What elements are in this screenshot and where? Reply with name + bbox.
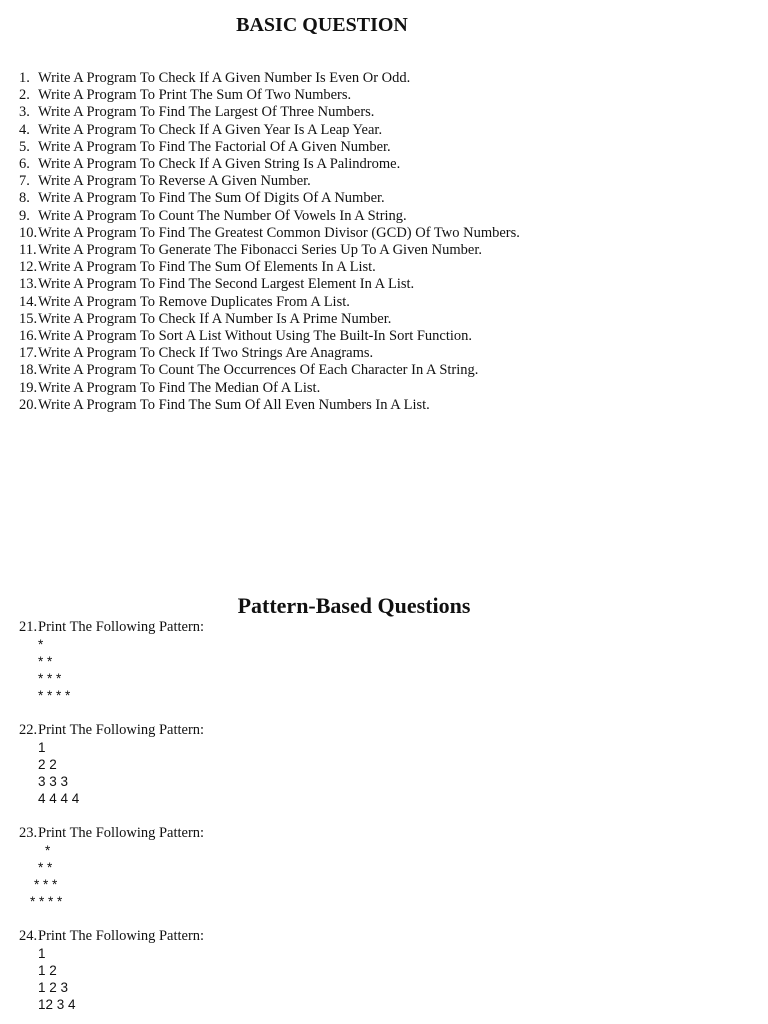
item-text: Write A Program To Find The Greatest Common Divisor (GCD) Of Two Numbers. (38, 224, 520, 241)
item-text: Write A Program To Check If A Number Is A Prime Number. (38, 310, 392, 327)
pattern-line: * * * (38, 671, 62, 687)
list-item (19, 70, 520, 87)
item-text: Write A Program To Find The Second Largest Element In A List. (38, 276, 415, 293)
list-item (19, 397, 520, 414)
item-text: Write A Program To Generate The Fibonacci Series Up To A Given Number. (38, 242, 482, 259)
item-text: Write A Program To Find The Median Of A List. (38, 379, 321, 396)
item-number: 8. (19, 190, 30, 207)
item-text: Write A Program To Check If A Given Year Is A Leap Year. (38, 121, 383, 138)
pattern-line: * * * * (38, 688, 71, 704)
item-number: 15. (19, 310, 38, 327)
item-number: 5. (19, 138, 30, 155)
pattern-question (19, 722, 204, 808)
list-item (19, 208, 520, 225)
pattern-line: 4 4 4 4 (38, 791, 80, 807)
item-number: 14. (19, 293, 38, 310)
item-number: 2. (19, 87, 30, 104)
basic-question-list (19, 70, 520, 414)
item-number: 9. (19, 207, 30, 224)
list-item (19, 104, 520, 121)
item-text: Write A Program To Count The Occurrences Of Each Character In A String. (38, 362, 479, 379)
item-text: Write A Program To Find The Factorial Of A Given Number. (38, 138, 391, 155)
pattern-question (19, 825, 204, 911)
item-text: Print The Following Pattern: (38, 928, 205, 944)
item-text: Write A Program To Find The Largest Of Three Numbers. (38, 104, 375, 121)
list-item (19, 225, 520, 242)
item-text: Write A Program To Find The Sum Of All Even Numbers In A List. (38, 396, 430, 413)
list-item (19, 87, 520, 104)
item-text: Write A Program To Reverse A Given Number. (38, 173, 311, 190)
item-number: 3. (19, 104, 30, 121)
list-item (19, 328, 520, 345)
list-item (19, 122, 520, 139)
pattern-line: 12 3 4 (38, 997, 76, 1013)
item-text: Write A Program To Check If A Given String Is A Palindrome. (38, 156, 401, 173)
pattern-line: 2 2 (38, 757, 57, 773)
pattern-line: 1 (38, 946, 46, 962)
list-item (19, 345, 520, 362)
item-text: Print The Following Pattern: (38, 619, 205, 635)
pattern-line: * * (38, 860, 53, 876)
list-item (19, 380, 520, 397)
pattern-question (19, 619, 204, 705)
section-title: Pattern-Based Questions (237, 593, 471, 618)
item-number: 16. (19, 328, 38, 345)
item-number: 7. (19, 173, 30, 190)
list-item (19, 259, 520, 276)
item-text: Write A Program To Remove Duplicates From A List. (38, 293, 350, 310)
pattern-line: 1 2 3 (38, 980, 69, 996)
item-number: 11. (19, 242, 37, 259)
list-item (19, 311, 520, 328)
pattern-block (19, 636, 204, 705)
item-number: 18. (19, 362, 38, 379)
item-number: 21. (19, 619, 38, 635)
item-number: 20. (19, 396, 38, 413)
pattern-line: 1 (38, 740, 46, 756)
pattern-line: * (38, 637, 44, 653)
page-title: BASIC QUESTION (236, 14, 408, 36)
item-number: 19. (19, 379, 38, 396)
list-item (19, 362, 520, 379)
item-text: Print The Following Pattern: (38, 825, 205, 841)
list-item (19, 190, 520, 207)
item-number: 6. (19, 156, 30, 173)
pattern-question (19, 928, 204, 1014)
list-item (19, 276, 520, 293)
pattern-line: * (45, 843, 51, 859)
item-text: Write A Program To Print The Sum Of Two Numbers. (38, 87, 352, 104)
pattern-line: * * * (34, 877, 58, 893)
pattern-line: 1 2 (38, 963, 57, 979)
pattern-line: * * * * (30, 894, 63, 910)
list-item (19, 294, 520, 311)
item-text: Write A Program To Sort A List Without Using The Built-In Sort Function. (38, 328, 473, 345)
item-number: 17. (19, 345, 38, 362)
item-number: 24. (19, 928, 38, 944)
list-item (19, 242, 520, 259)
item-text: Write A Program To Check If A Given Number Is Even Or Odd. (38, 70, 411, 86)
list-item (19, 173, 520, 190)
pattern-block (19, 945, 204, 1014)
item-text: Write A Program To Check If Two Strings Are Anagrams. (38, 345, 374, 362)
item-text: Write A Program To Find The Sum Of Digits Of A Number. (38, 190, 385, 207)
item-text: Write A Program To Count The Number Of Vowels In A String. (38, 207, 407, 224)
pattern-line: * * (38, 654, 53, 670)
item-number: 10. (19, 224, 38, 241)
list-item (19, 156, 520, 173)
item-number: 1. (19, 70, 30, 86)
pattern-block (19, 842, 204, 911)
list-item (19, 139, 520, 156)
item-text: Print The Following Pattern: (38, 722, 205, 738)
item-number: 23. (19, 825, 38, 841)
item-number: 12. (19, 259, 38, 276)
pattern-block (19, 739, 204, 808)
item-number: 22. (19, 722, 38, 738)
item-number: 13. (19, 276, 38, 293)
pattern-line: 3 3 3 (38, 774, 69, 790)
item-number: 4. (19, 121, 30, 138)
item-text: Write A Program To Find The Sum Of Elements In A List. (38, 259, 376, 276)
